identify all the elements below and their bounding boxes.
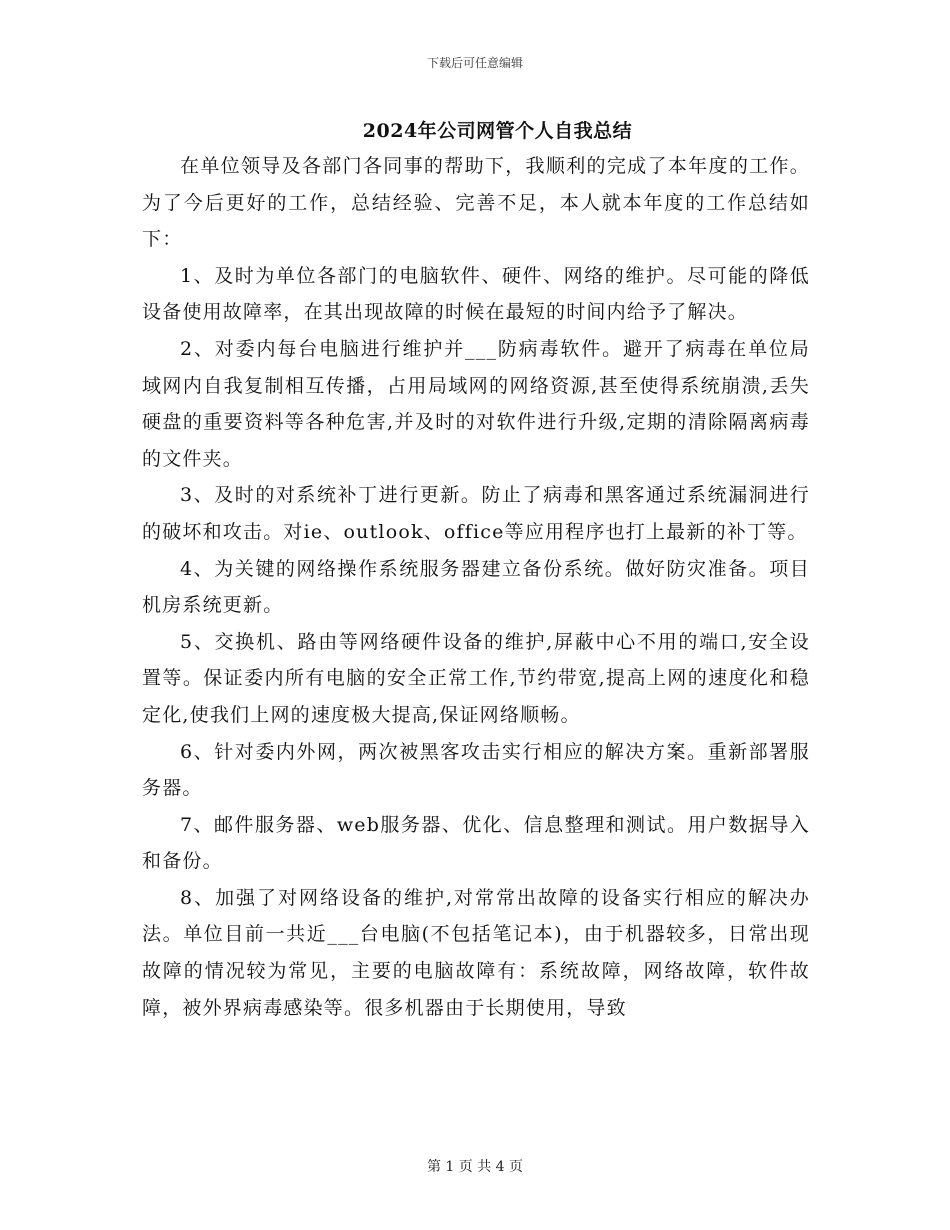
paragraph-intro: 在单位领导及各部门各同事的帮助下，我顺利的完成了本年度的工作。为了今后更好的工作，总结经验、完善不足，本人就本年度的工作总结如下： xyxy=(142,155,810,251)
document-body xyxy=(142,148,810,1026)
paragraph-item-7: 7、邮件服务器、web服务器、优化、信息整理和测试。用户数据导入和备份。 xyxy=(142,813,810,873)
paragraph-item-5: 5、交换机、路由等网络硬件设备的维护,屏蔽中心不用的端口,安全设置等。保证委内所有电脑的安全正常工作,节约带宽,提高上网的速度化和稳定化,使我们上网的速度极大提高,保证网络顺畅。 xyxy=(142,630,810,726)
paragraph-item-2: 2、对委内每台电脑进行维护并___防病毒软件。避开了病毒在单位局域网内自我复制相互传播，占用局域网的网络资源,甚至使得系统崩溃,丢失硬盘的重要资料等各种危害,并及时的对软件进行升级,定期的清除隔离病毒的文件夹。 xyxy=(142,337,810,470)
paragraph-item-1: 1、及时为单位各部门的电脑软件、硬件、网络的维护。尽可能的降低设备使用故障率，在其出现故障的时候在最短的时间内给予了解决。 xyxy=(142,264,810,324)
document-title: 2024年公司网管个人自我总结 xyxy=(362,120,633,142)
header-note: 下载后可任意编辑 xyxy=(426,56,523,70)
paragraph-item-6: 6、针对委内外网，两次被黑客攻击实行相应的解决方案。重新部署服务器。 xyxy=(142,740,810,800)
paragraph-item-8: 8、加强了对网络设备的维护,对常常出故障的设备实行相应的解决办法。单位目前一共近___台电脑(不包括笔记本)，由于机器较多，日常出现故障的情况较为常见，主要的电脑故障有：系统故障，网络故障，软件故障，被外界病毒感染等。很多机器由于长期使用，导致 xyxy=(142,886,810,1019)
paragraph-item-4: 4、为关键的网络操作系统服务器建立备份系统。做好防灾准备。项目机房系统更新。 xyxy=(142,557,810,617)
page-footer: 第 1 页 共 4 页 xyxy=(426,1159,524,1175)
paragraph-item-3: 3、及时的对系统补丁进行更新。防止了病毒和黑客通过系统漏洞进行的破坏和攻击。对ie、outlook、office等应用程序也打上最新的补丁等。 xyxy=(142,484,810,543)
